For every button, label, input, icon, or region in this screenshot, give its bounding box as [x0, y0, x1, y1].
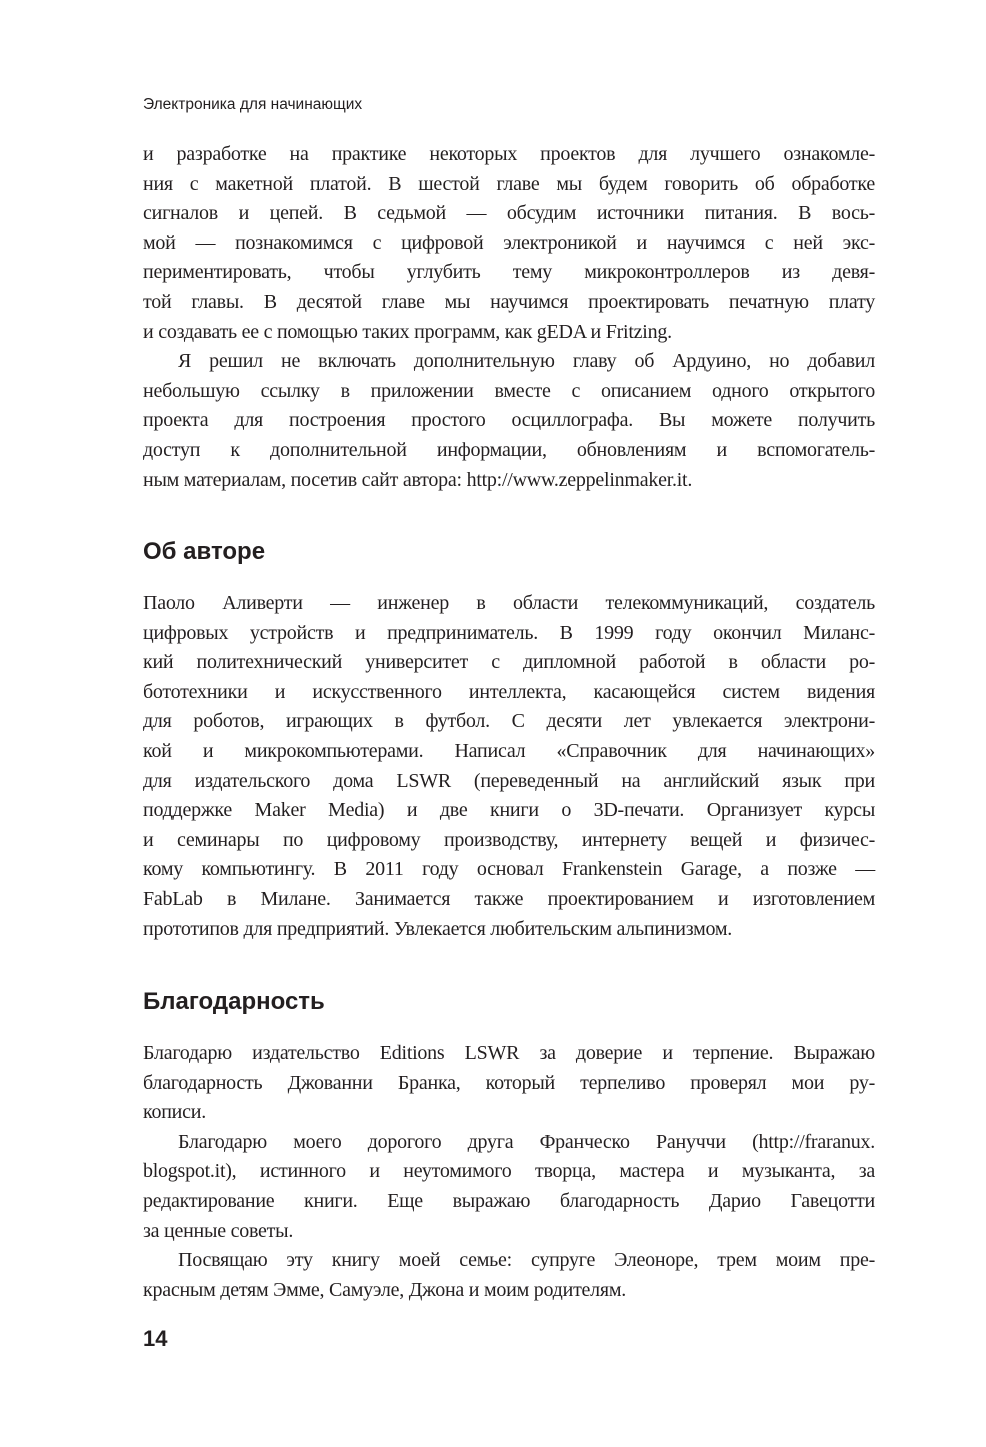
paragraph	[143, 1128, 875, 1246]
text-line: кий политехнический университет с дипломной работой в области ро-	[143, 651, 875, 674]
section-heading-about: Об авторе	[143, 538, 266, 565]
text-line: кому компьютингу. В 2011 году основал Frankenstein Garage, а позже —	[143, 858, 875, 881]
text-line: Посвящаю эту книгу моей семье: супруге Элеоноре, трем моим пре-	[178, 1249, 875, 1272]
page-number: 14	[143, 1326, 168, 1351]
text-line: для роботов, играющих в футбол. С десяти лет увлекается электрони-	[143, 710, 875, 733]
text-line: цифровых устройств и предприниматель. В 1999 году окончил Миланс-	[143, 621, 875, 644]
text-line: Благодарю издательство Editions LSWR за доверие и терпение. Выражаю	[143, 1042, 875, 1064]
text-line: Я решил не включать дополнительную главу об Ардуино, но добавил	[178, 350, 875, 373]
text-line: небольшую ссылку в приложении вместе с описанием одного открытого	[143, 379, 875, 402]
paragraph	[143, 589, 875, 944]
text-line: редактирование книги. Еще выражаю благодарность Дарио Гавецотти	[143, 1189, 875, 1212]
text-line: Благодарю моего дорогого друга Франческо Рануччи (http://fraranux.	[178, 1130, 875, 1153]
text-line: ным материалам, посетив сайт автора: http://www.zeppelinmaker.it.	[143, 468, 693, 491]
intro-section	[143, 140, 875, 495]
text-line: для издательского дома LSWR (переведенный на английский язык при	[143, 769, 875, 792]
paragraph	[143, 347, 875, 495]
text-line: ния с макетной платой. В шестой главе мы будем говорить об обработке	[143, 172, 875, 195]
text-line: той главы. В десятой главе мы научимся проектировать печатную плату	[143, 290, 875, 313]
text-line: кописи.	[143, 1101, 206, 1124]
text-line: за ценные советы.	[143, 1219, 294, 1242]
paragraph	[143, 140, 875, 347]
section-heading-thanks: Благодарность	[143, 988, 325, 1015]
text-line: бототехники и искусственного интеллекта, касающейся систем видения	[143, 680, 875, 703]
text-line: поддержке Maker Media) и две книги о 3D-печати. Организует курсы	[143, 799, 875, 822]
paragraph	[143, 1039, 875, 1128]
text-line: прототипов для предприятий. Увлекается любительским альпинизмом.	[143, 917, 732, 940]
text-line: Паоло Аливерти — инженер в области телекоммуникаций, создатель	[143, 592, 875, 614]
text-line: проекта для построения простого осциллографа. Вы можете получить	[143, 409, 875, 432]
text-line: и создавать ее с помощью таких программ, как gEDA и Fritzing.	[143, 320, 672, 343]
thanks-section	[143, 1039, 875, 1305]
text-line: FabLab в Милане. Занимается также проектированием и изготовлением	[143, 887, 875, 910]
text-line: сигналов и цепей. В седьмой — обсудим источники питания. В вось-	[143, 202, 875, 225]
text-line: благодарность Джованни Бранка, который терпеливо проверял мои ру-	[143, 1071, 875, 1094]
text-line: и разработке на практике некоторых проектов для лучшего ознакомле-	[143, 143, 875, 165]
text-line: периментировать, чтобы углубить тему микроконтроллеров из девя-	[143, 261, 875, 284]
running-header: Электроника для начинающих	[143, 96, 363, 113]
about-section	[143, 589, 875, 944]
text-line: доступ к дополнительной информации, обновлениям и вспомогатель-	[143, 438, 875, 461]
text-line: и семинары по цифровому производству, интернету вещей и физичес-	[143, 828, 875, 851]
text-line: красным детям Эмме, Самуэле, Джона и моим родителям.	[143, 1278, 627, 1301]
text-line: кой и микрокомпьютерами. Написал «Справочник для начинающих»	[143, 739, 875, 762]
text-line: blogspot.it), истинного и неутомимого творца, мастера и музыканта, за	[143, 1160, 875, 1183]
paragraph	[143, 1246, 875, 1305]
text-line: мой — познакомимся с цифровой электроникой и научимся с ней экс-	[143, 231, 875, 254]
